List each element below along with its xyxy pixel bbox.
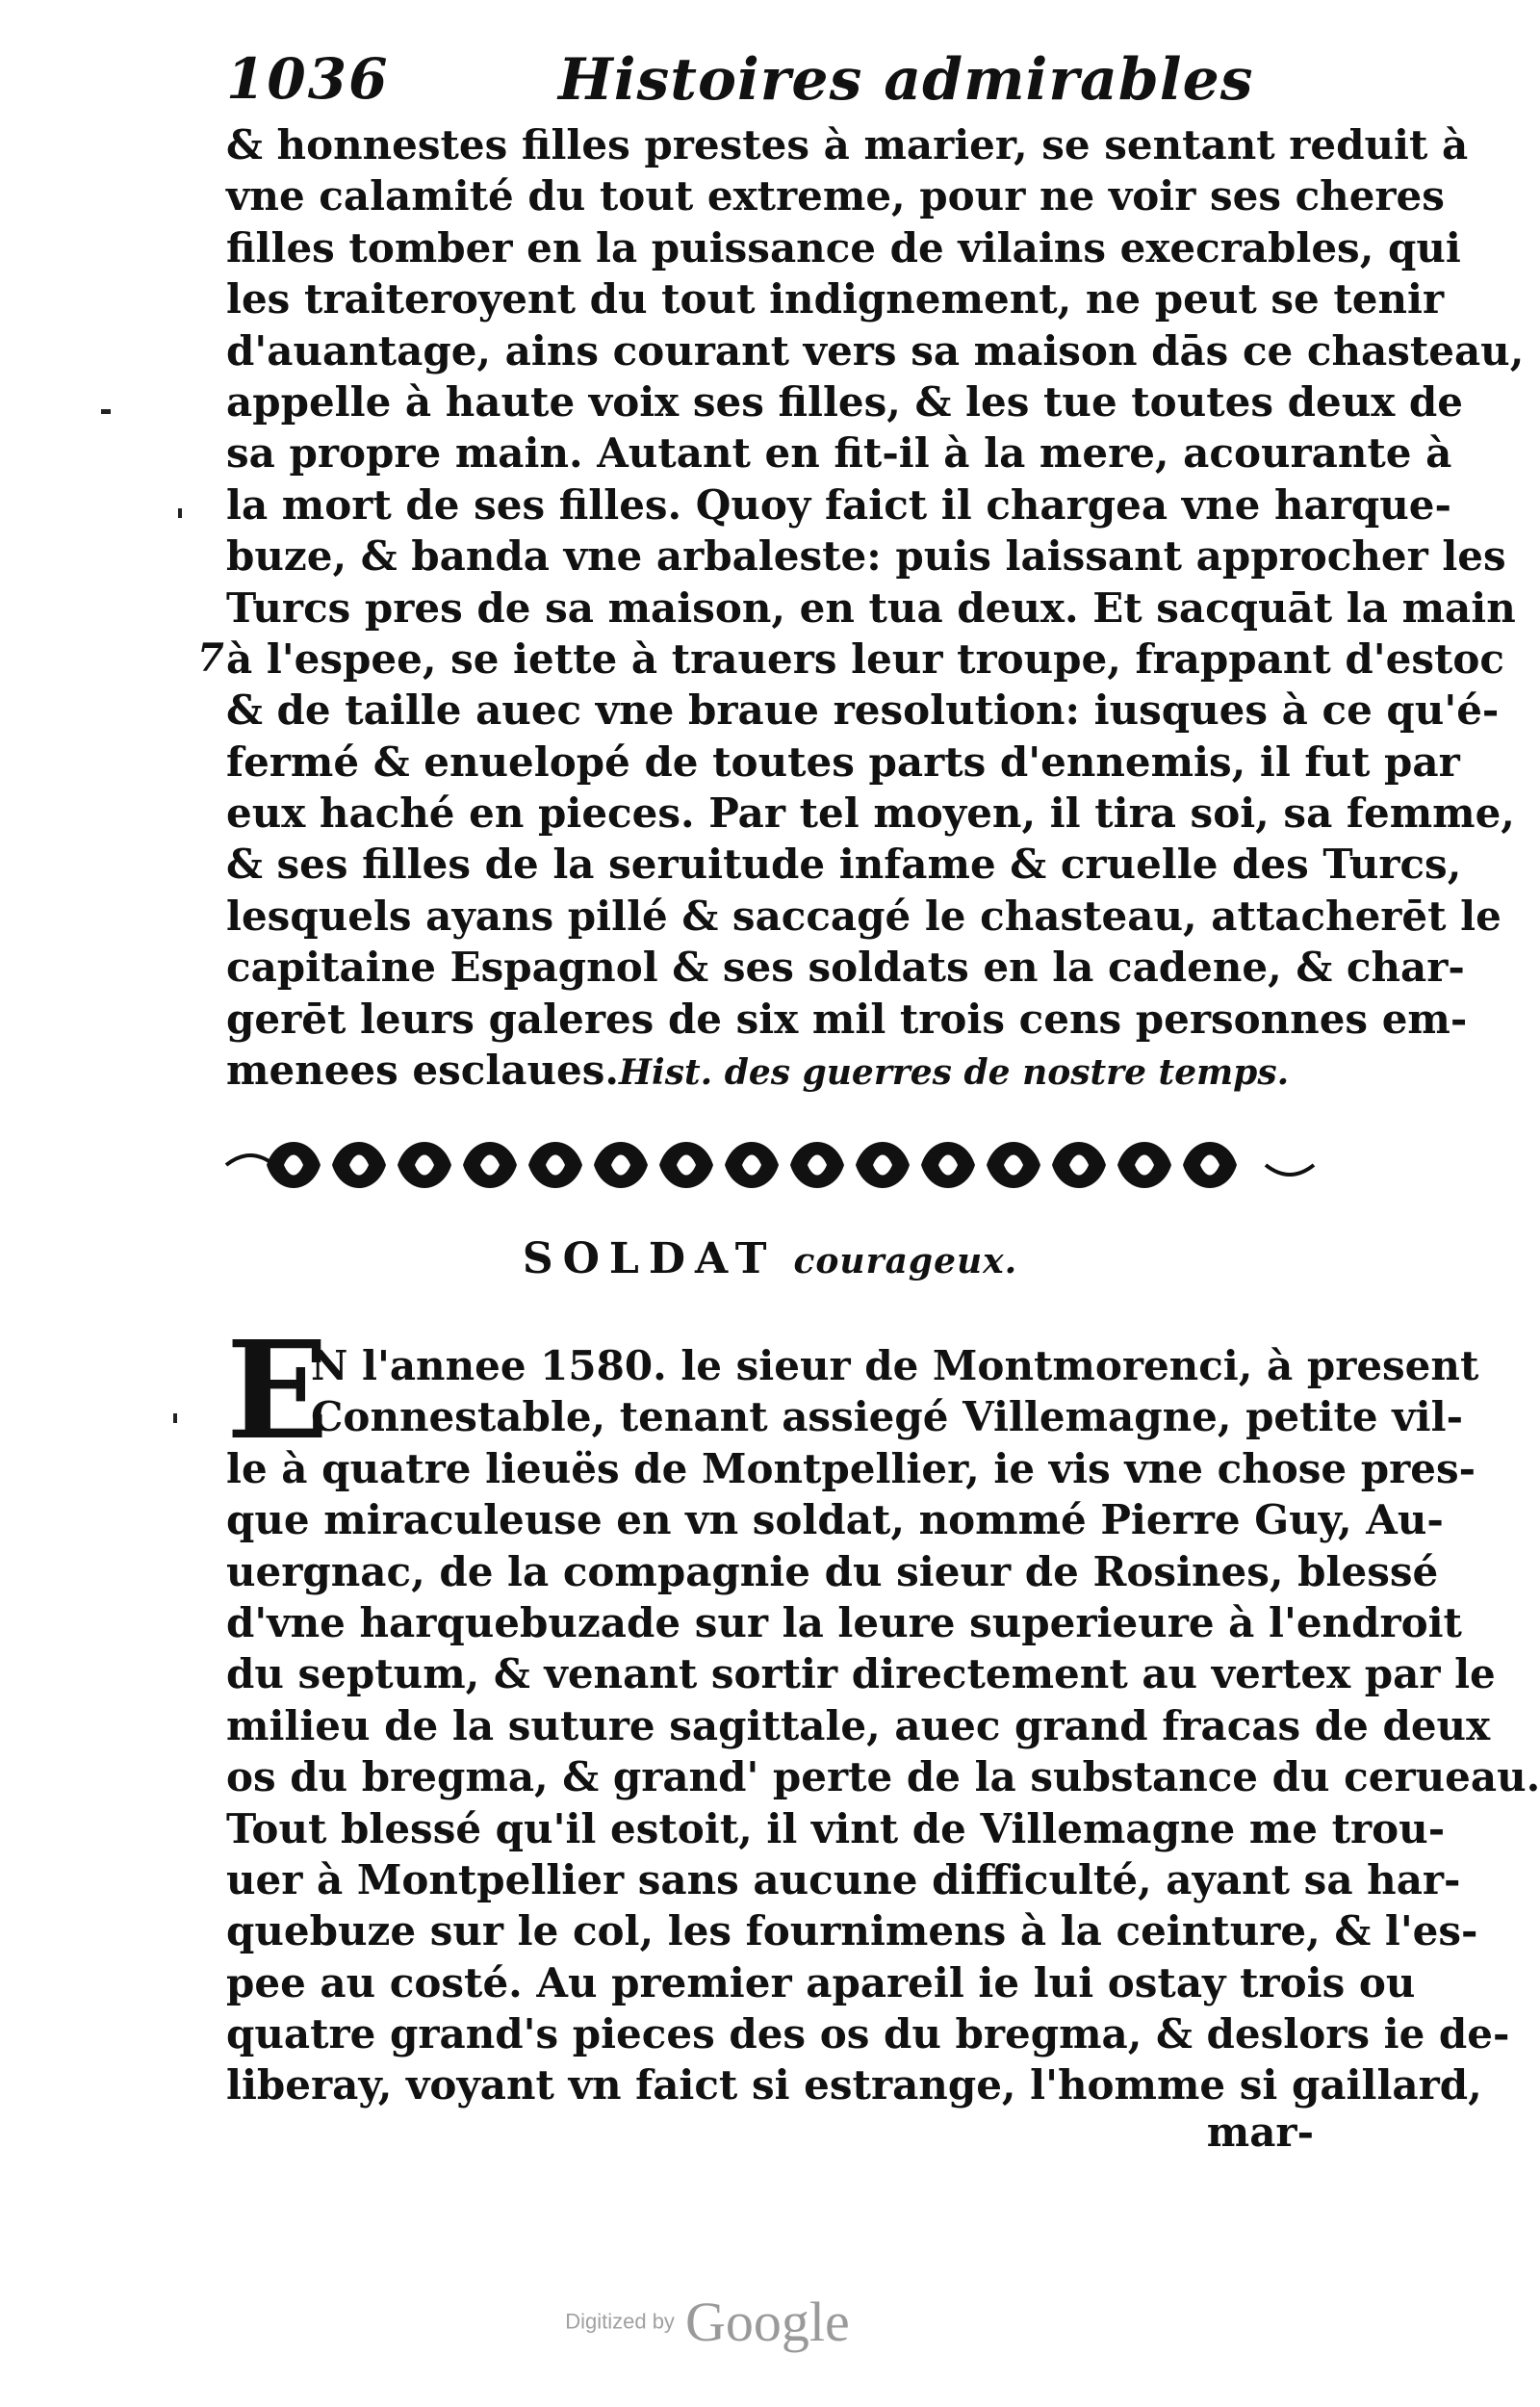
text-line: Turcs pres de sa maison, en tua deux. Et sacquāt la main bbox=[226, 583, 1516, 632]
ornament-unit bbox=[1183, 1142, 1237, 1188]
text-line: os du bregma, & grand' perte de la substance du cerueau. bbox=[226, 1753, 1540, 1801]
text-line: vne calamité du tout extreme, pour ne voir ses cheres bbox=[226, 172, 1445, 220]
text-line: du septum, & venant sortir directement au vertex par le bbox=[226, 1650, 1496, 1698]
margin-note: 7 bbox=[197, 635, 224, 681]
ornament-unit bbox=[790, 1142, 844, 1188]
margin-mark bbox=[173, 1413, 177, 1423]
margin-mark bbox=[101, 409, 111, 414]
text-line: la mort de ses filles. Quoy faict il chargea vne harque- bbox=[226, 480, 1451, 529]
text-line: & ses filles de la seruitude infame & cruelle des Turcs, bbox=[226, 841, 1462, 889]
text-line: uer à Montpellier sans aucune difficulté, ayant sa har- bbox=[226, 1855, 1461, 1903]
text-line: capitaine Espagnol & ses soldats en la cadene, & char- bbox=[226, 944, 1465, 992]
section-title-sub: courageux. bbox=[793, 1241, 1018, 1281]
citation: Hist. des guerres de nostre temps. bbox=[619, 1052, 1290, 1094]
ornament-unit bbox=[921, 1142, 975, 1188]
section-title bbox=[226, 1234, 1314, 1283]
text-line: quebuze sur le col, les fournimens à la ceinture, & l'es- bbox=[226, 1907, 1478, 1955]
text-line: & de taille auec vne braue resolution: iusques à ce qu'é- bbox=[226, 686, 1500, 735]
page-number: 1036 bbox=[226, 46, 390, 112]
ornament-unit bbox=[267, 1142, 321, 1188]
text-line: le à quatre lieuës de Montpellier, ie vis vne chose pres- bbox=[226, 1444, 1476, 1492]
ornament-unit bbox=[528, 1142, 582, 1188]
text-line: sa propre main. Autant en fit-il à la mere, acourante à bbox=[226, 429, 1452, 478]
text-line: les traiteroyent du tout indignement, ne peut se tenir bbox=[226, 275, 1445, 324]
text-fragment: menees esclaues. bbox=[226, 1047, 620, 1095]
margin-mark bbox=[178, 508, 182, 518]
text-line: milieu de la suture sagittale, auec grand fracas de deux bbox=[226, 1701, 1491, 1749]
text-line: buze, & banda vne arbaleste: puis laissant approcher les bbox=[226, 532, 1506, 581]
page-header bbox=[226, 46, 1314, 123]
running-title: Histoires admirables bbox=[558, 46, 1254, 114]
text-line: à l'espee, se iette à trauers leur troupe, frappant d'estoc bbox=[226, 634, 1504, 683]
text-line-last bbox=[226, 1045, 1314, 1096]
ornament-unit bbox=[1052, 1142, 1106, 1188]
text-line: uergnac, de la compagnie du sieur de Rosines, blessé bbox=[226, 1547, 1439, 1595]
drop-cap: E bbox=[226, 1312, 329, 1470]
ornament-band bbox=[221, 1126, 1319, 1204]
text-line: lesquels ayans pillé & saccagé le chasteau, attacherēt le bbox=[226, 892, 1502, 940]
text-line: pee au costé. Au premier apareil ie lui ostay trois ou bbox=[226, 1958, 1416, 2006]
text-block-lower bbox=[226, 1340, 1540, 2111]
text-line: d'vne harquebuzade sur la leure superieure à l'endroit bbox=[226, 1598, 1462, 1646]
ornament-unit bbox=[659, 1142, 713, 1188]
text-line: quatre grand's pieces des os du bregma, & deslors ie de- bbox=[226, 2010, 1510, 2058]
ornament-unit bbox=[987, 1142, 1040, 1188]
text-line: d'auantage, ains courant vers sa maison dās ce chasteau, bbox=[226, 326, 1525, 375]
ornament-unit bbox=[463, 1142, 517, 1188]
text-line: appelle à haute voix ses filles, & les tue toutes deux de bbox=[226, 377, 1463, 426]
text-block-upper bbox=[226, 119, 1525, 1096]
text-line: N l'annee 1580. le sieur de Montmorenci, à present bbox=[311, 1342, 1479, 1389]
ornament-unit bbox=[398, 1142, 451, 1188]
ornament-unit bbox=[332, 1142, 386, 1188]
section-title-main: SOLDAT bbox=[522, 1234, 777, 1283]
ornament-unit bbox=[725, 1142, 779, 1188]
digitization-footer bbox=[0, 2290, 1415, 2354]
footer-brand-logo: Google bbox=[685, 2291, 850, 2353]
text-line: Connestable, tenant assiegé Villemagne, petite vil- bbox=[311, 1393, 1463, 1441]
text-line: que miraculeuse en vn soldat, nommé Pierre Guy, Au- bbox=[226, 1496, 1444, 1544]
text-line: & honnestes filles prestes à marier, se sentant reduit à bbox=[226, 121, 1469, 168]
text-line: liberay, voyant vn faict si estrange, l'homme si gaillard, bbox=[226, 2061, 1482, 2109]
text-line: gerēt leurs galeres de six mil trois cens personnes em- bbox=[226, 995, 1468, 1043]
catchword: mar- bbox=[1206, 2109, 1314, 2156]
ornament-unit bbox=[594, 1142, 648, 1188]
footer-prefix: Digitized by bbox=[565, 2309, 675, 2334]
text-line: Tout blessé qu'il estoit, il vint de Villemagne me trou- bbox=[226, 1804, 1446, 1852]
ornament-unit bbox=[856, 1142, 910, 1188]
text-line: eux haché en pieces. Par tel moyen, il tira soi, sa femme, bbox=[226, 789, 1515, 838]
text-line: filles tomber en la puissance de vilains execrables, qui bbox=[226, 223, 1461, 272]
ornament-unit bbox=[1117, 1142, 1171, 1188]
text-line: fermé & enuelopé de toutes parts d'ennemis, il fut par bbox=[226, 738, 1460, 786]
